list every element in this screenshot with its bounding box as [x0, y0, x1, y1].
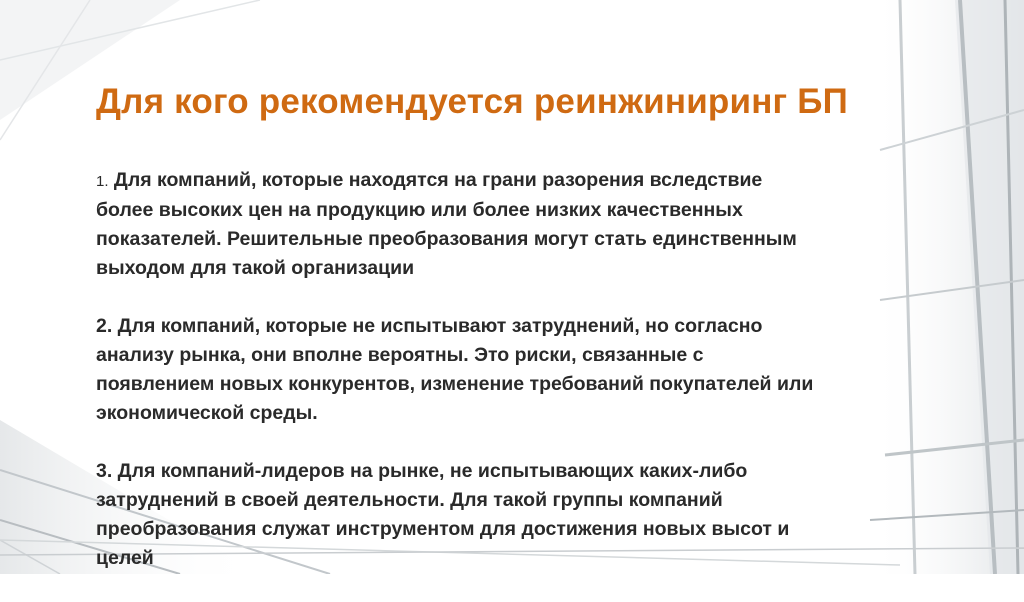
list-item-1-text: Для компаний, которые находятся на грани разорения вследствие более высоких цен на продукцию или более низких качественных показателей. Решительные преобразования могут стать единственным выходом для такой организации — [96, 169, 797, 279]
slide-title: Для кого рекомендуется реинжиниринг БП — [96, 82, 848, 121]
list-item-3 — [96, 457, 896, 573]
list-item-1-number: 1. — [96, 173, 109, 190]
slide-body — [96, 166, 896, 602]
list-item-3-text: 3. Для компаний-лидеров на рынке, не испытывающих каких-либо затруднений в своей деятельности. Для такой группы компаний преобразования служат инструментом для достижения новых высот и целей — [96, 460, 790, 569]
list-item-2-text: 2. Для компаний, которые не испытывают затруднений, но согласно анализу рынка, они вполне вероятны. Это риски, связанные с появлением новых конкурентов, изменение требований покупателей или экономической среды. — [96, 315, 814, 424]
list-item-2 — [96, 312, 896, 428]
list-item-1 — [96, 166, 896, 283]
